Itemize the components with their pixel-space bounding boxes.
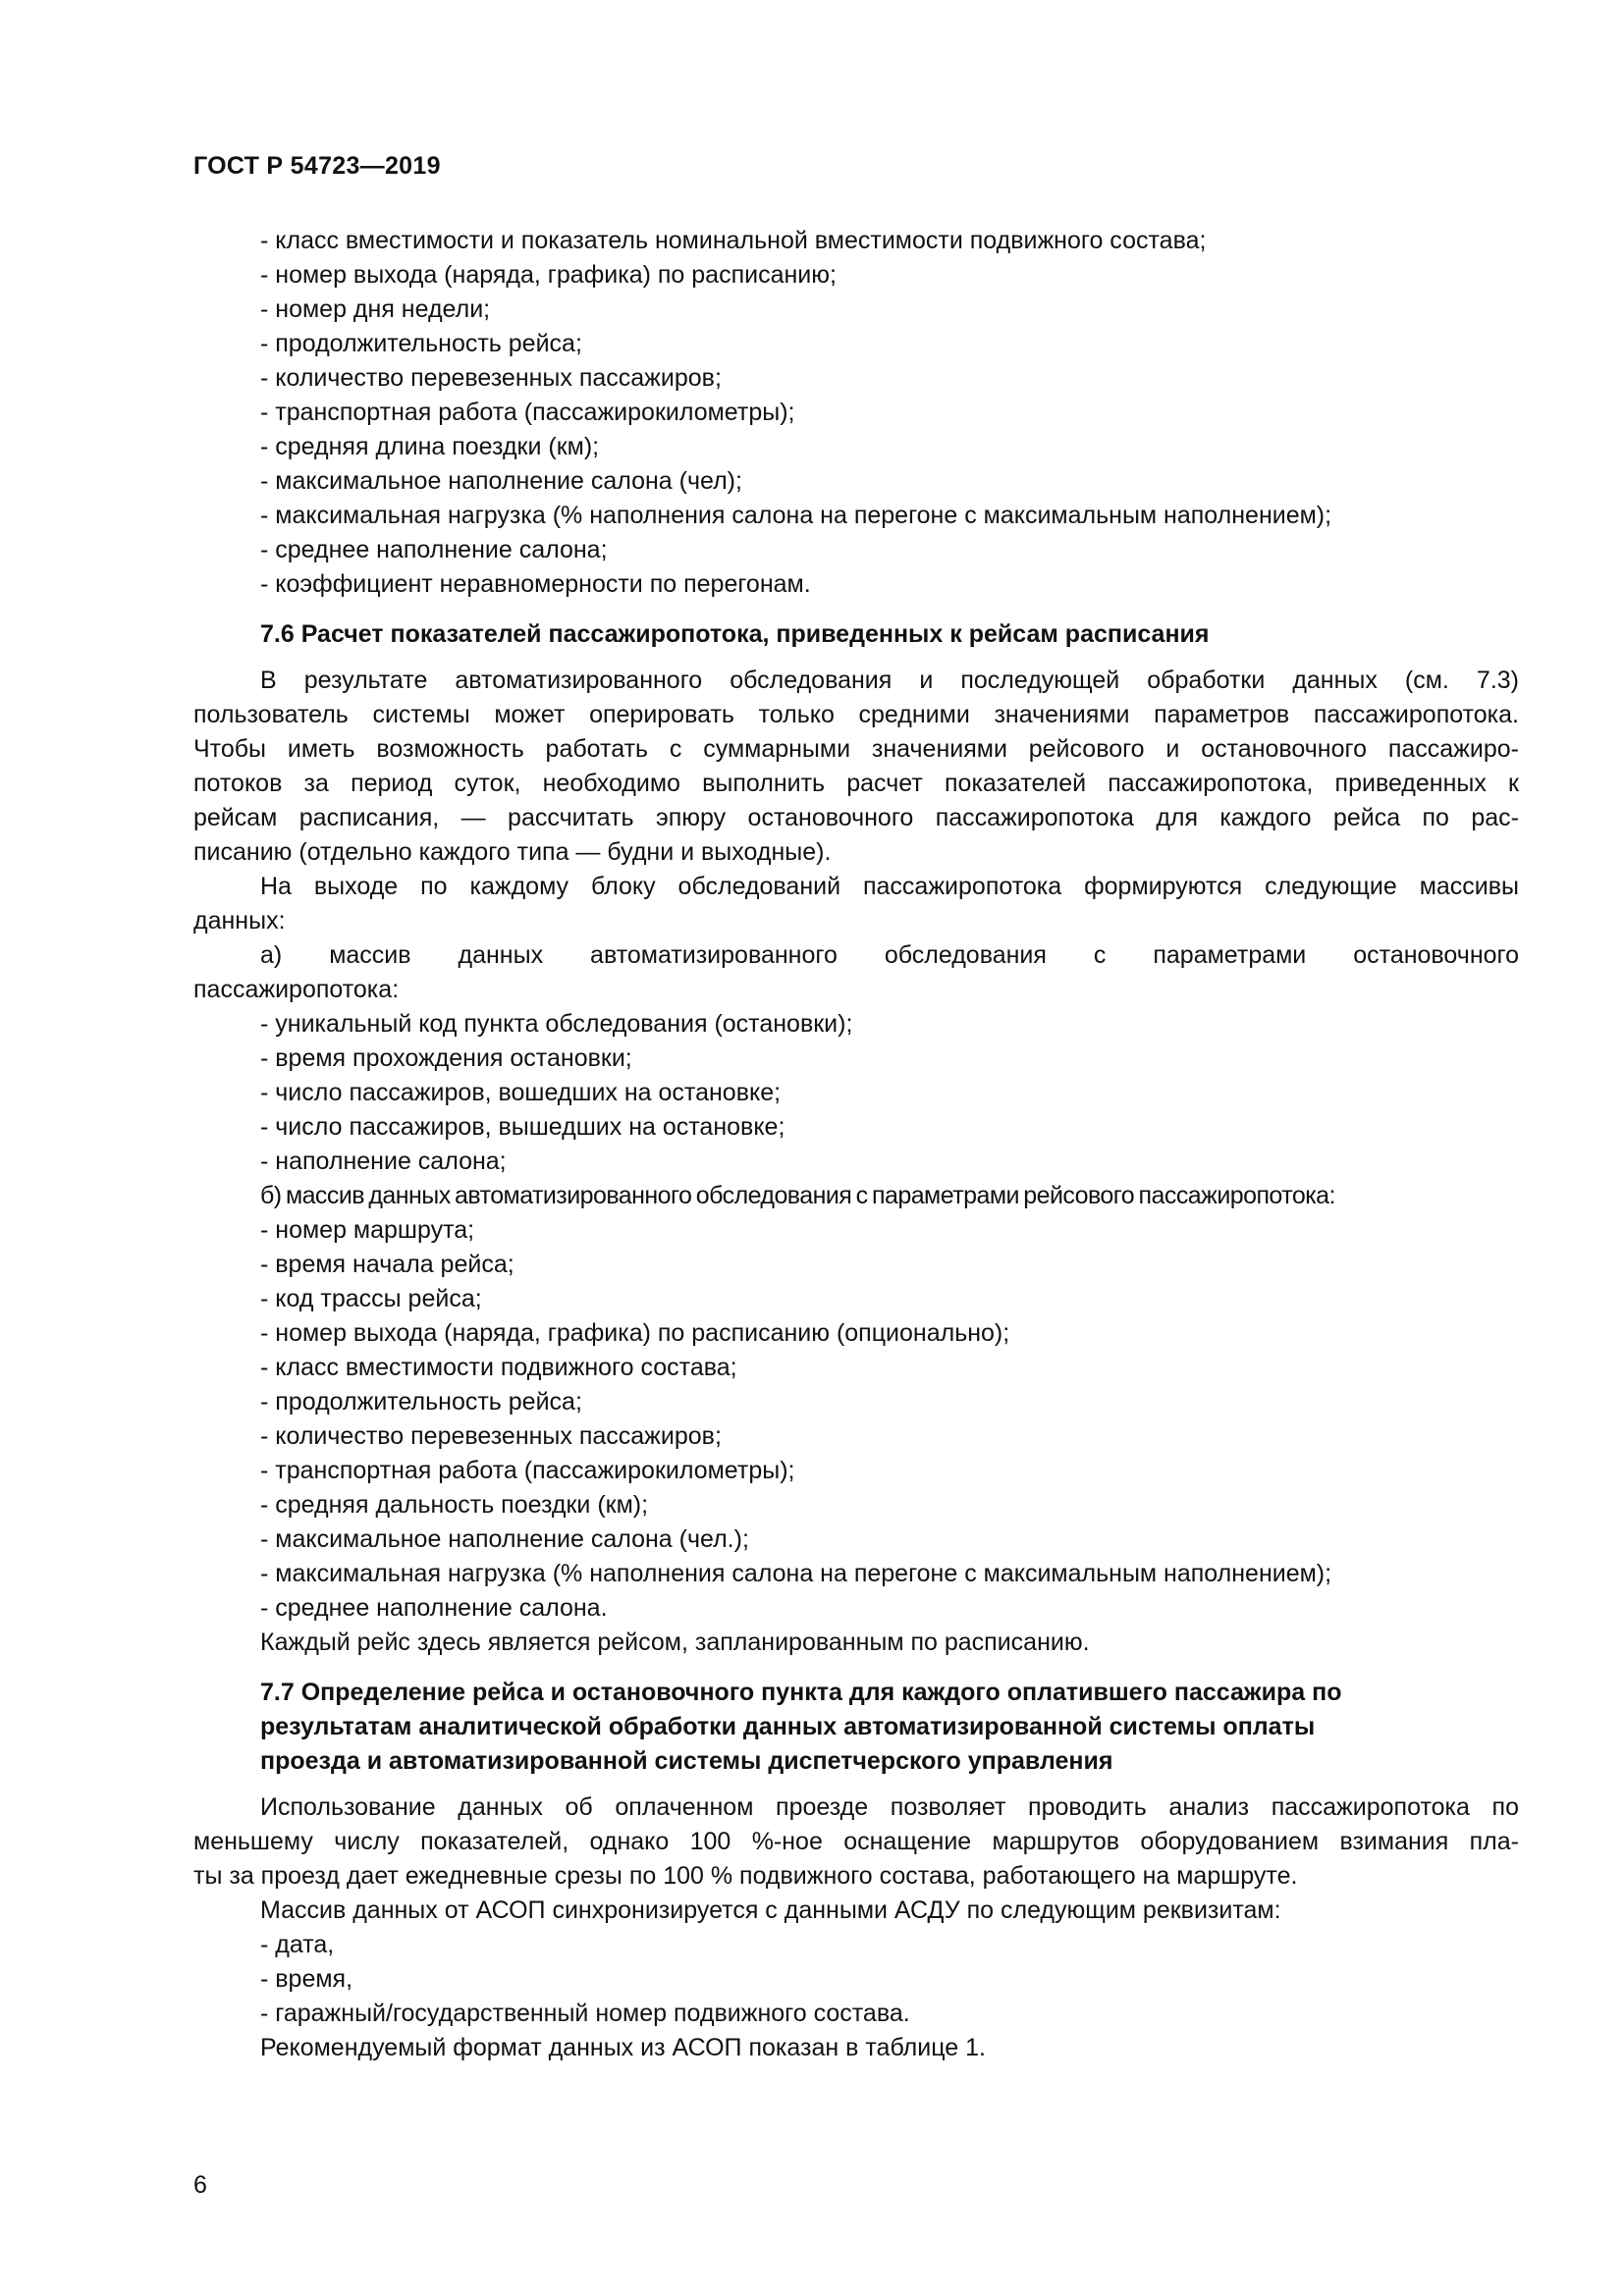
item-a [193, 938, 1519, 1007]
page-content [193, 224, 1519, 2065]
list-item: - продолжительность рейса; [260, 1388, 582, 1415]
list-item: - гаражный/государственный номер подвижного состава. [260, 2000, 910, 2027]
section-7-6-closing: Каждый рейс здесь является рейсом, запланированным по расписанию. [260, 1629, 1090, 1656]
section-heading-7-6 [193, 617, 1519, 652]
list-item: - количество перевезенных пассажиров; [260, 1422, 722, 1450]
list-item: - код трассы рейса; [260, 1285, 482, 1312]
list-item: - уникальный код пункта обследования (остановки); [260, 1010, 853, 1038]
list-a [193, 1007, 1519, 1179]
list-b [193, 1213, 1519, 1626]
list-item: - среднее наполнение салона. [260, 1594, 608, 1622]
section-heading-text: 7.6 Расчет показателей пассажиропотока, приведенных к рейсам расписания [260, 620, 1210, 648]
list-item: - номер дня недели; [260, 295, 491, 323]
list-item: - количество перевезенных пассажиров; [260, 364, 722, 392]
list-item: - транспортная работа (пассажирокилометры); [260, 399, 795, 426]
list-item: - дата, [260, 1931, 335, 1958]
list-item: - время, [260, 1965, 353, 1993]
list-item: - максимальное наполнение салона (чел); [260, 467, 742, 495]
list-item: - номер выхода (наряда, графика) по расписанию; [260, 261, 837, 289]
section-7-7-closing: Рекомендуемый формат данных из АСОП показан в таблице 1. [260, 2034, 986, 2061]
paragraph-line: меньшему числу показателей, однако 100 %-ное оснащение маршрутов оборудованием взимания пла- [193, 1828, 1519, 1855]
paragraph-line: писанию (отдельно каждого типа — будни и выходные). [193, 838, 832, 866]
list-item: - транспортная работа (пассажирокилометры); [260, 1457, 795, 1484]
list-item: - число пассажиров, вошедших на остановке; [260, 1079, 782, 1106]
list-item: - максимальная нагрузка (% наполнения салона на перегоне с максимальным наполнением); [260, 502, 1332, 529]
document-code-header: ГОСТ Р 54723—2019 [193, 152, 441, 180]
list-item: - максимальная нагрузка (% наполнения салона на перегоне с максимальным наполнением); [260, 1560, 1332, 1587]
section-heading-7-7 [193, 1676, 1519, 1779]
section-heading-text: результатам аналитической обработки данных автоматизированной системы оплаты [260, 1713, 1316, 1740]
paragraph-line: пассажиропотока: [193, 976, 400, 1003]
section-7-6-paragraph-2 [193, 870, 1519, 938]
list-item: - максимальное наполнение салона (чел.); [260, 1525, 749, 1553]
paragraph-line: Использование данных об оплаченном проезде позволяет проводить анализ пассажиропотока по [260, 1793, 1519, 1821]
paragraph-line: ты за проезд дает ежедневные срезы по 100 % подвижного состава, работающего на маршруте. [193, 1862, 1298, 1890]
paragraph-line: потоков за период суток, необходимо выполнить расчет показателей пассажиропотока, приведенных к [193, 770, 1519, 797]
paragraph-line: На выходе по каждому блоку обследований пассажиропотока формируются следующие массивы [260, 873, 1519, 900]
paragraph-line: а) массив данных автоматизированного обследования с параметрами остановочного [260, 941, 1519, 969]
section-7-7-list [193, 1928, 1519, 2031]
top-list [193, 224, 1519, 602]
paragraph-line: В результате автоматизированного обследования и последующей обработки данных (см. 7.3) [260, 667, 1519, 694]
section-heading-text: проезда и автоматизированной системы диспетчерского управления [260, 1747, 1113, 1775]
paragraph-line: Чтобы иметь возможность работать с суммарными значениями рейсового и остановочного пассажиро- [193, 735, 1519, 763]
list-item: - среднее наполнение салона; [260, 536, 608, 563]
list-item: - время начала рейса; [260, 1251, 514, 1278]
section-7-7-paragraph-1 [193, 1790, 1519, 1894]
section-7-7-paragraph-2: Массив данных от АСОП синхронизируется с данными АСДУ по следующим реквизитам: [260, 1896, 1281, 1924]
list-item: - средняя длина поездки (км); [260, 433, 600, 460]
list-item: - класс вместимости подвижного состава; [260, 1354, 737, 1381]
section-7-6-paragraph-1 [193, 664, 1519, 870]
paragraph-line: рейсам расписания, — рассчитать эпюру остановочного пассажиропотока для каждого рейса по рас- [193, 804, 1519, 831]
section-heading-text: 7.7 Определение рейса и остановочного пункта для каждого оплатившего пассажира по [260, 1679, 1342, 1706]
paragraph-line: пользователь системы может оперировать только средними значениями параметров пассажиропотока. [193, 701, 1519, 728]
item-b: б) массив данных автоматизированного обследования с параметрами рейсового пассажиропотока: [260, 1182, 1335, 1209]
paragraph-line: данных: [193, 907, 286, 934]
list-item: - номер маршрута; [260, 1216, 475, 1244]
page-number: 6 [193, 2171, 207, 2199]
list-item: - время прохождения остановки; [260, 1044, 632, 1072]
list-item: - коэффициент неравномерности по перегонам. [260, 570, 811, 598]
list-item: - средняя дальность поездки (км); [260, 1491, 649, 1519]
list-item: - число пассажиров, вышедших на остановке; [260, 1113, 785, 1141]
list-item: - наполнение салона; [260, 1148, 507, 1175]
list-item: - класс вместимости и показатель номинальной вместимости подвижного состава; [260, 227, 1207, 254]
list-item: - продолжительность рейса; [260, 330, 582, 357]
list-item: - номер выхода (наряда, графика) по расписанию (опционально); [260, 1319, 1010, 1347]
